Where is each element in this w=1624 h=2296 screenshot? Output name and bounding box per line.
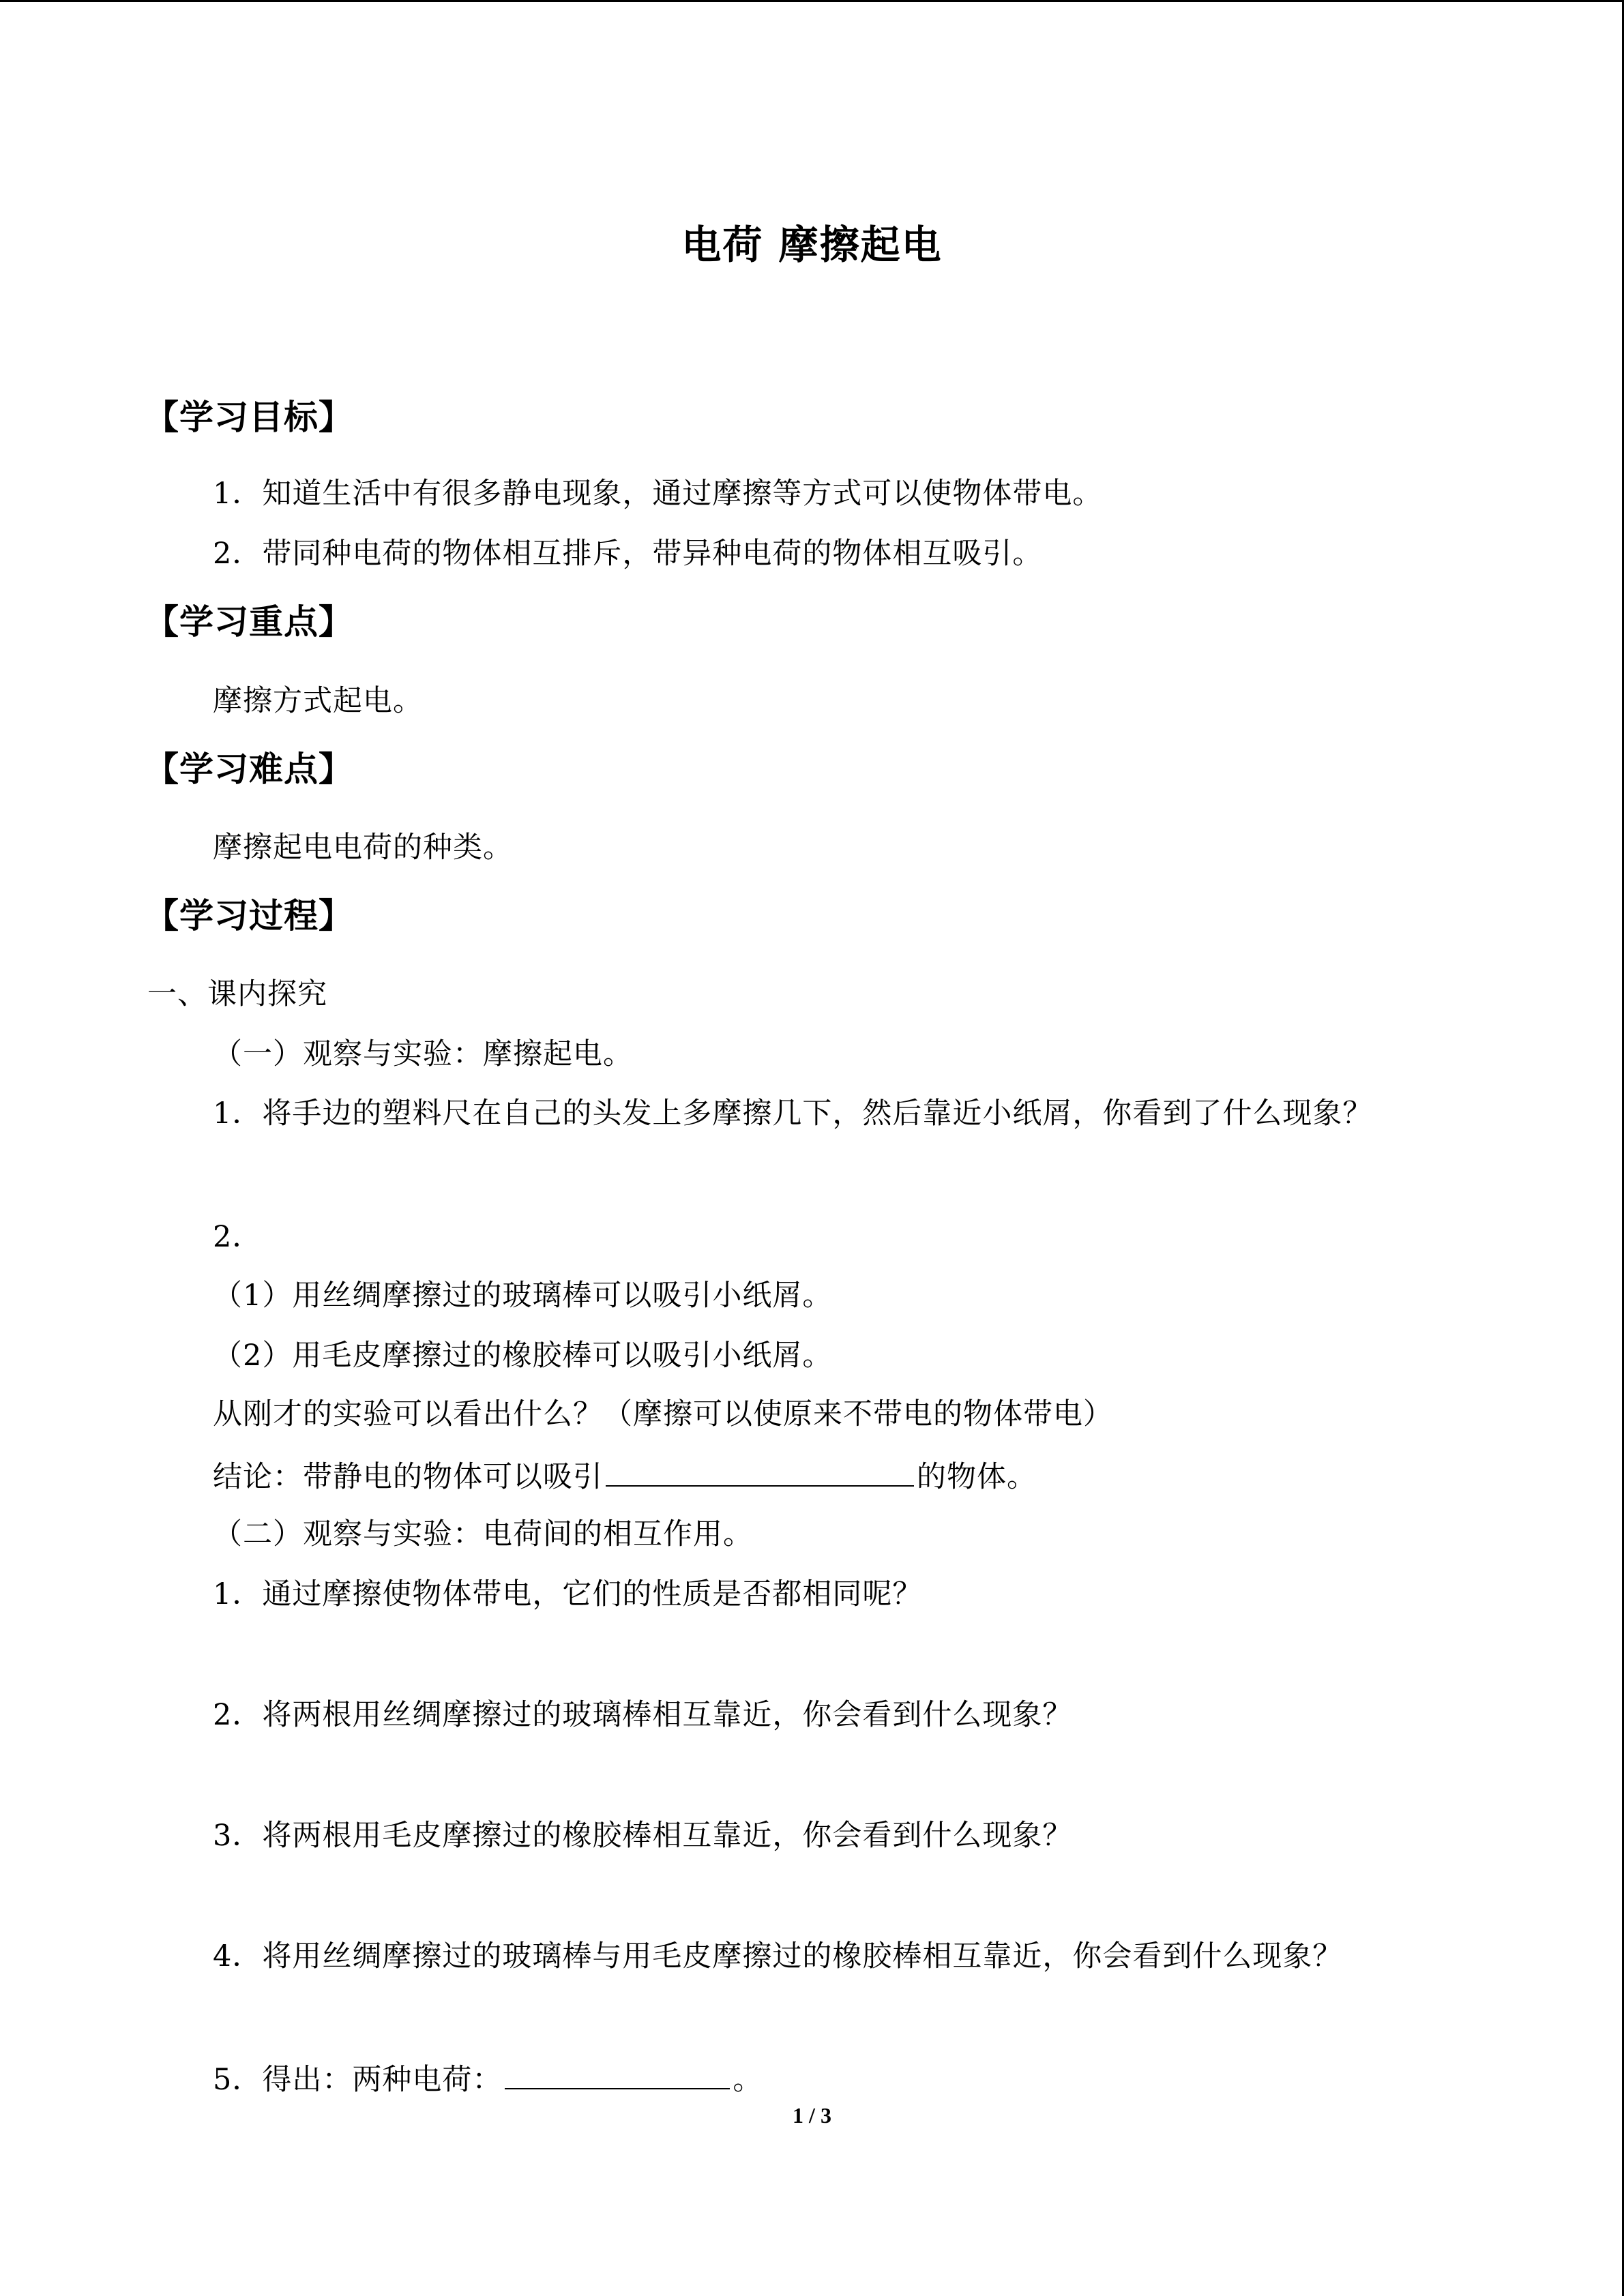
- subsection-two-title: （二）观察与实验：电荷间的相互作用。: [213, 1517, 753, 1551]
- difficulties-text: 摩擦起电电荷的种类。: [213, 831, 513, 865]
- sub-one-conclusion: [213, 1455, 1037, 1496]
- objective-item-2: 2．带同种电荷的物体相互排斥，带异种电荷的物体相互吸引。: [213, 537, 1043, 571]
- conclusion-prefix: 结论：带静电的物体可以吸引: [213, 1460, 603, 1494]
- heading-difficulties: 【学习难点】: [145, 749, 353, 789]
- sub-two-question-1: 1．通过摩擦使物体带电，它们的性质是否都相同呢？: [213, 1577, 923, 1611]
- sub-one-question-2-number: 2．: [213, 1220, 263, 1254]
- sub-one-question-2a: （1）用丝绸摩擦过的玻璃棒可以吸引小纸屑。: [213, 1279, 833, 1313]
- subsection-one-title: （一）观察与实验：摩擦起电。: [213, 1037, 633, 1071]
- sub-one-inquiry: 从刚才的实验可以看出什么？（摩擦可以使原来不带电的物体带电）: [213, 1397, 1113, 1431]
- page-title: 电荷 摩擦起电: [681, 222, 943, 268]
- question-5-suffix: 。: [733, 2063, 763, 2097]
- top-border-line: [0, 0, 1624, 2]
- sub-two-question-3: 3．将两根用毛皮摩擦过的橡胶棒相互靠近，你会看到什么现象？: [213, 1819, 1073, 1853]
- sub-one-question-1: 1．将手边的塑料尺在自己的头发上多摩擦几下，然后靠近小纸屑，你看到了什么现象？: [213, 1097, 1373, 1131]
- heading-key-points: 【学习重点】: [145, 602, 353, 642]
- sub-two-question-5: [213, 2058, 763, 2099]
- heading-process: 【学习过程】: [145, 896, 353, 936]
- conclusion-answer-blank[interactable]: [606, 1455, 914, 1487]
- sub-two-question-2: 2．将两根用丝绸摩擦过的玻璃棒相互靠近，你会看到什么现象？: [213, 1698, 1073, 1732]
- question-5-prefix: 5．得出：两种电荷：: [213, 2063, 503, 2097]
- part-one-title: 一、课内探究: [147, 977, 327, 1011]
- sub-two-question-4: 4．将用丝绸摩擦过的玻璃棒与用毛皮摩擦过的橡胶棒相互靠近，你会看到什么现象？: [213, 1939, 1343, 1973]
- page-number: 1 / 3: [793, 2103, 831, 2128]
- key-points-text: 摩擦方式起电。: [213, 684, 423, 718]
- objective-item-1: 1．知道生活中有很多静电现象，通过摩擦等方式可以使物体带电。: [213, 477, 1103, 511]
- question-5-answer-blank[interactable]: [505, 2058, 730, 2089]
- conclusion-suffix: 的物体。: [917, 1460, 1037, 1494]
- sub-one-question-2b: （2）用毛皮摩擦过的橡胶棒可以吸引小纸屑。: [213, 1339, 833, 1373]
- heading-objectives: 【学习目标】: [145, 398, 353, 437]
